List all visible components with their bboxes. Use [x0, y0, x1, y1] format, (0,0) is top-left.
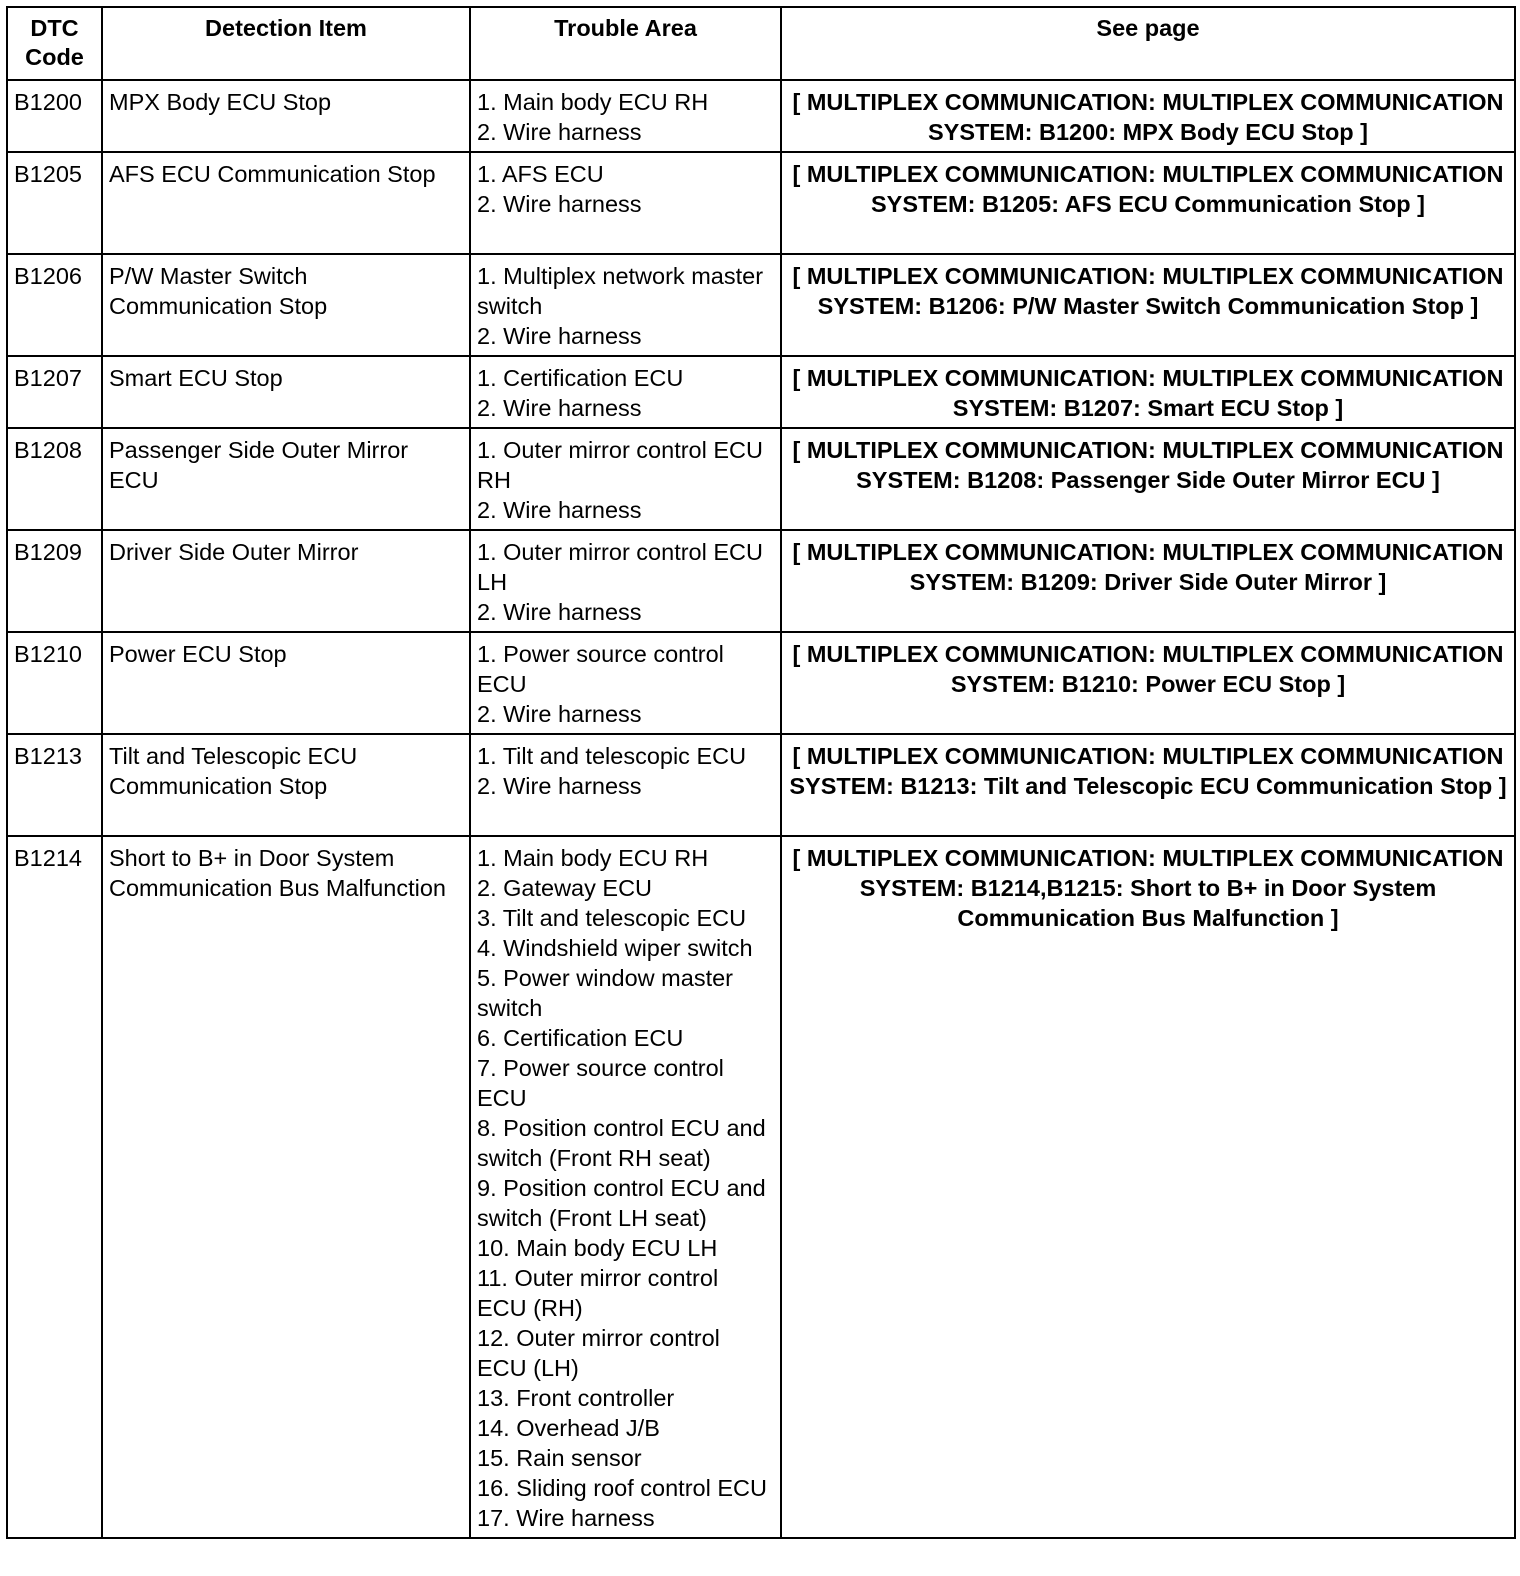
see-page-link[interactable]: [ MULTIPLEX COMMUNICATION: MULTIPLEX COMMUNICATION SYSTEM: B1214,B1215: Short to B+ in Door System Communication Bus Malfunction ]: [781, 836, 1515, 1538]
see-page-link[interactable]: [ MULTIPLEX COMMUNICATION: MULTIPLEX COMMUNICATION SYSTEM: B1206: P/W Master Switch Communication Stop ]: [781, 254, 1515, 356]
dtc-code: B1207: [7, 356, 102, 428]
detection-item: Smart ECU Stop: [102, 356, 470, 428]
table-row: [7, 356, 1515, 428]
detection-item: AFS ECU Communication Stop: [102, 152, 470, 254]
trouble-area-item: 8. Position control ECU and switch (Front RH seat): [477, 1115, 766, 1171]
table-row: [7, 428, 1515, 530]
trouble-area-item: 1. Main body ECU RH: [477, 89, 709, 115]
see-page-link[interactable]: [ MULTIPLEX COMMUNICATION: MULTIPLEX COMMUNICATION SYSTEM: B1213: Tilt and Telescopic ECU Communication Stop ]: [781, 734, 1515, 836]
trouble-area-item: 2. Wire harness: [477, 191, 642, 217]
dtc-code: B1208: [7, 428, 102, 530]
trouble-area-item: 1. Certification ECU: [477, 365, 684, 391]
trouble-area: [470, 254, 781, 356]
trouble-area: [470, 356, 781, 428]
trouble-area-item: 1. Tilt and telescopic ECU: [477, 743, 747, 769]
trouble-area: [470, 152, 781, 254]
see-page-link[interactable]: [ MULTIPLEX COMMUNICATION: MULTIPLEX COMMUNICATION SYSTEM: B1205: AFS ECU Communication Stop ]: [781, 152, 1515, 254]
trouble-area-item: 1. Multiplex network master switch: [477, 263, 764, 319]
trouble-area-item: 1. AFS ECU: [477, 161, 604, 187]
dtc-code: B1206: [7, 254, 102, 356]
trouble-area-item: 14. Overhead J/B: [477, 1415, 660, 1441]
trouble-area-item: 2. Wire harness: [477, 599, 642, 625]
trouble-area-item: 17. Wire harness: [477, 1505, 655, 1531]
see-page-link[interactable]: [ MULTIPLEX COMMUNICATION: MULTIPLEX COMMUNICATION SYSTEM: B1208: Passenger Side Outer Mirror ECU ]: [781, 428, 1515, 530]
trouble-area-item: 16. Sliding roof control ECU: [477, 1475, 767, 1501]
dtc-table: [6, 6, 1516, 1539]
table-row: [7, 734, 1515, 836]
dtc-code: B1214: [7, 836, 102, 1538]
trouble-area-item: 2. Wire harness: [477, 323, 642, 349]
trouble-area-item: 11. Outer mirror control ECU (RH): [477, 1265, 719, 1321]
trouble-area-item: 2. Gateway ECU: [477, 875, 653, 901]
header-trouble-area: Trouble Area: [470, 7, 781, 80]
header-dtc-code: DTC Code: [7, 7, 102, 80]
trouble-area-item: 1. Power source control ECU: [477, 641, 724, 697]
table-row: [7, 632, 1515, 734]
table-body: [7, 80, 1515, 1538]
detection-item: P/W Master Switch Communication Stop: [102, 254, 470, 356]
dtc-code: B1209: [7, 530, 102, 632]
trouble-area: [470, 428, 781, 530]
trouble-area: [470, 836, 781, 1538]
trouble-area-item: 2. Wire harness: [477, 119, 642, 145]
detection-item: MPX Body ECU Stop: [102, 80, 470, 152]
detection-item: Passenger Side Outer Mirror ECU: [102, 428, 470, 530]
table-row: [7, 80, 1515, 152]
detection-item: Driver Side Outer Mirror: [102, 530, 470, 632]
trouble-area-item: 3. Tilt and telescopic ECU: [477, 905, 747, 931]
table-header-row: [7, 7, 1515, 80]
dtc-code: B1210: [7, 632, 102, 734]
trouble-area: [470, 80, 781, 152]
trouble-area-item: 1. Outer mirror control ECU RH: [477, 437, 763, 493]
see-page-link[interactable]: [ MULTIPLEX COMMUNICATION: MULTIPLEX COMMUNICATION SYSTEM: B1207: Smart ECU Stop ]: [781, 356, 1515, 428]
trouble-area: [470, 530, 781, 632]
trouble-area-item: 7. Power source control ECU: [477, 1055, 724, 1111]
detection-item: Short to B+ in Door System Communication Bus Malfunction: [102, 836, 470, 1538]
dtc-code: B1213: [7, 734, 102, 836]
table-row: [7, 836, 1515, 1538]
trouble-area-item: 15. Rain sensor: [477, 1445, 642, 1471]
trouble-area-item: 12. Outer mirror control ECU (LH): [477, 1325, 720, 1381]
table-row: [7, 530, 1515, 632]
see-page-link[interactable]: [ MULTIPLEX COMMUNICATION: MULTIPLEX COMMUNICATION SYSTEM: B1200: MPX Body ECU Stop ]: [781, 80, 1515, 152]
table-row: [7, 254, 1515, 356]
trouble-area: [470, 734, 781, 836]
header-see-page: See page: [781, 7, 1515, 80]
trouble-area-item: 1. Outer mirror control ECU LH: [477, 539, 763, 595]
trouble-area-item: 5. Power window master switch: [477, 965, 733, 1021]
trouble-area-item: 2. Wire harness: [477, 395, 642, 421]
trouble-area: [470, 632, 781, 734]
detection-item: Power ECU Stop: [102, 632, 470, 734]
trouble-area-item: 6. Certification ECU: [477, 1025, 684, 1051]
trouble-area-item: 9. Position control ECU and switch (Front LH seat): [477, 1175, 766, 1231]
dtc-code: B1205: [7, 152, 102, 254]
header-detection-item: Detection Item: [102, 7, 470, 80]
dtc-code: B1200: [7, 80, 102, 152]
trouble-area-item: 2. Wire harness: [477, 701, 642, 727]
trouble-area-item: 2. Wire harness: [477, 773, 642, 799]
table-row: [7, 152, 1515, 254]
trouble-area-item: 1. Main body ECU RH: [477, 845, 709, 871]
trouble-area-item: 4. Windshield wiper switch: [477, 935, 753, 961]
trouble-area-item: 13. Front controller: [477, 1385, 675, 1411]
see-page-link[interactable]: [ MULTIPLEX COMMUNICATION: MULTIPLEX COMMUNICATION SYSTEM: B1209: Driver Side Outer Mirror ]: [781, 530, 1515, 632]
detection-item: Tilt and Telescopic ECU Communication Stop: [102, 734, 470, 836]
trouble-area-item: 10. Main body ECU LH: [477, 1235, 718, 1261]
trouble-area-item: 2. Wire harness: [477, 497, 642, 523]
see-page-link[interactable]: [ MULTIPLEX COMMUNICATION: MULTIPLEX COMMUNICATION SYSTEM: B1210: Power ECU Stop ]: [781, 632, 1515, 734]
